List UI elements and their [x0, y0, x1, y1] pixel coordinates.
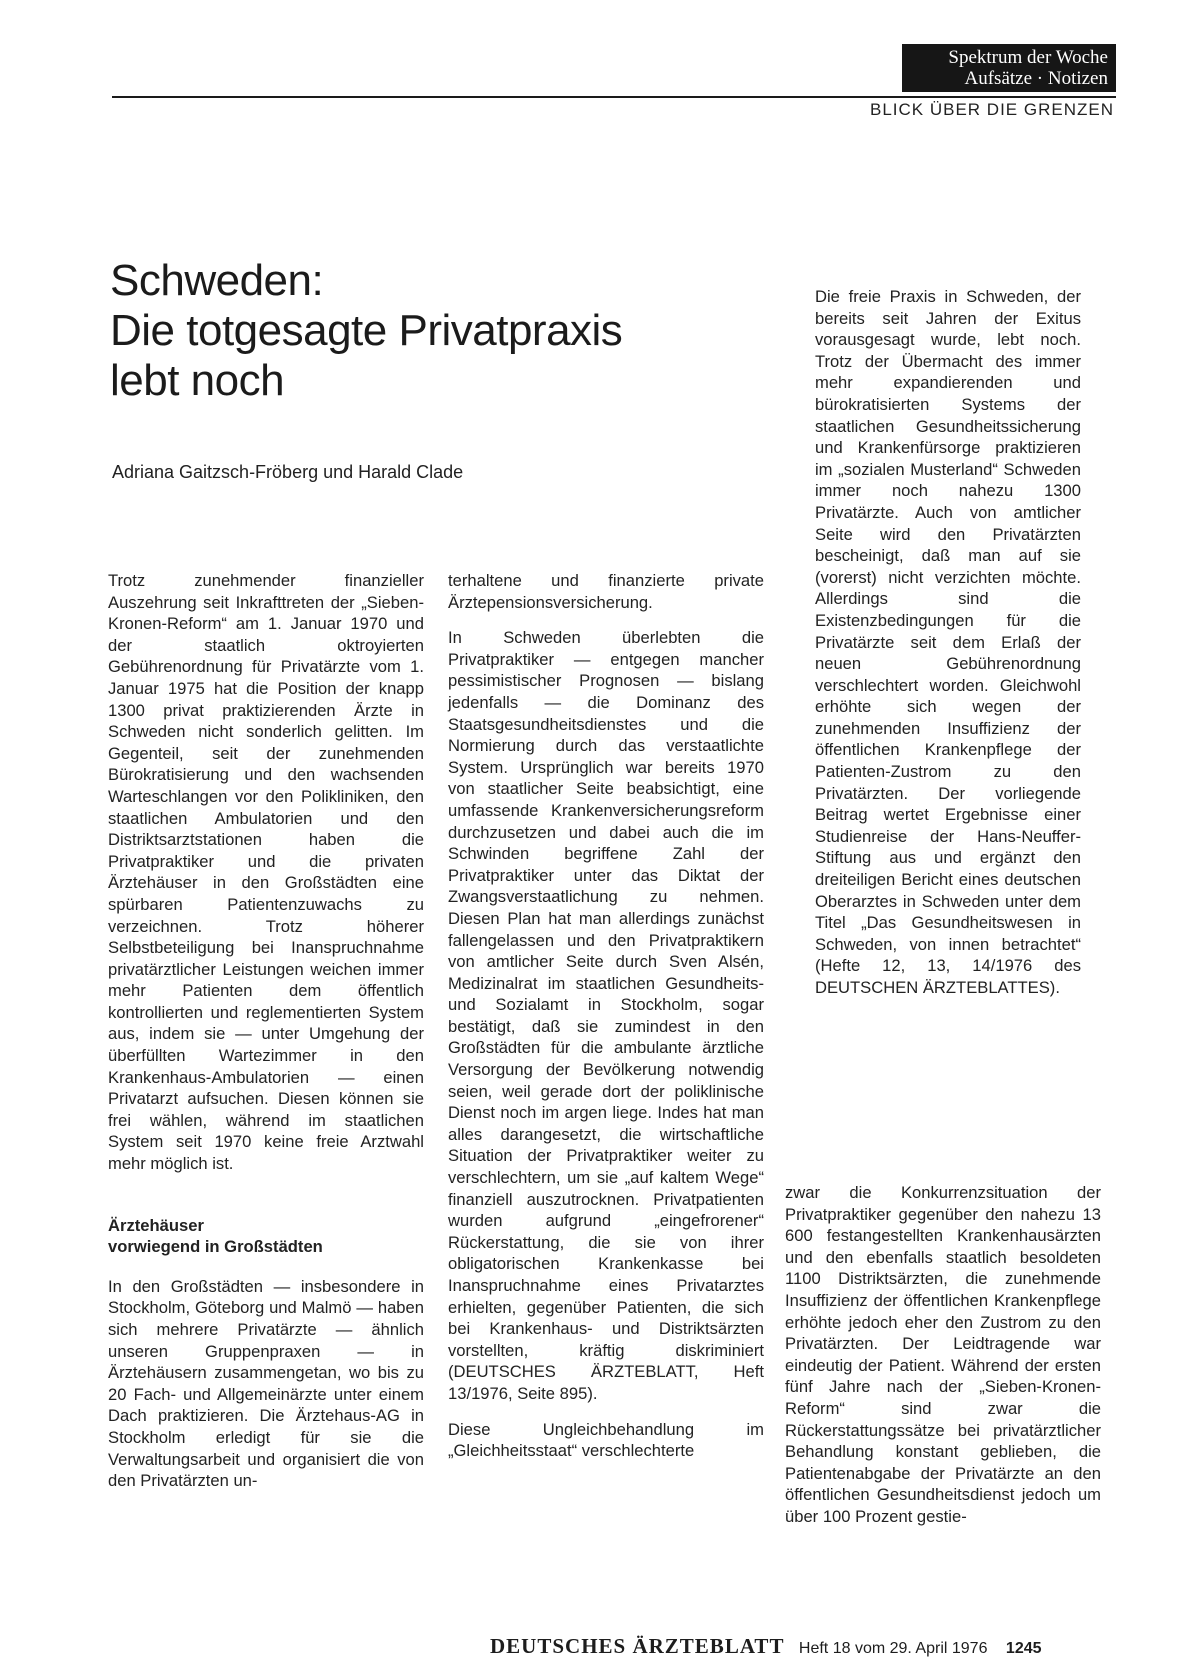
column-3 — [785, 1182, 1101, 1528]
paragraph: Trotz zunehmender finanzieller Auszehrung seit Inkrafttreten der „Sieben-Kronen-Reform“ am 1. Januar 1970 und der staatlich oktroyierten Gebührenordnung für Privatärzte vom 1. Januar 1975 hat die Position der knapp 1300 privat praktizierenden Ärzte in Schweden nicht sonderlich gelitten. Im Gegenteil, seit der zunehmenden Bürokratisierung und den wachsenden Warteschlangen vor den Polikliniken, den staatlichen Ambulatorien und den Distriktsarztstationen haben die Privatpraktiker und die privaten Ärztehäuser in den Großstädten eine spürbaren Patientenzuwachs zu verzeichnen. Trotz höherer Selbstbeteiligung bei Inanspruchnahme privatärztlicher Leistungen weichen immer mehr Patienten dem öffentlich kontrollierten und reglementierten System aus, indem sie — unter Umgehung der überfüllten Wartezimmer in den Krankenhaus-Ambulatorien — einen Privatarzt aufsuchen. Diesen können sie frei wählen, während im staatlichen System seit 1970 keine freie Arztwahl mehr möglich ist. — [108, 571, 424, 1174]
badge-line-2: Aufsätze · Notizen — [964, 68, 1108, 89]
paragraph: terhaltene und finanzierte private Ärztepensionsversicherung. — [448, 571, 764, 612]
title-line-2: Die totgesagte Privatpraxis — [110, 306, 623, 355]
journal-name: DEUTSCHES ÄRZTEBLATT — [490, 1634, 785, 1658]
subheading-line-1: Ärztehäuser — [108, 1215, 204, 1235]
subheading-line-2: vorwiegend in Großstädten — [108, 1237, 323, 1257]
page-number: 1245 — [1005, 1640, 1042, 1657]
section-label: BLICK ÜBER DIE GRENZEN — [870, 100, 1114, 119]
page-footer — [490, 1634, 1112, 1659]
paragraph: zwar die Konkurrenzsituation der Privatpraktiker gegenüber den nahezu 13 600 festangestellten Krankenhausärzten und den ebenfalls staatlich besoldeten 1100 Distriktsärzten, die zunehmende Insuffizienz der öffentlichen Krankenpflege erhöhte jedoch eher den Zustrom zu den Privatärzten. Der Leidtragende war eindeutig der Patient. Während der ersten fünf Jahre nach der „Sieben-Kronen-Reform“ sind zwar die Rückerstattungssätze bei privatärztlicher Behandlung konstant geblieben, die Patientenabgabe der Privatärzte an den öffentlichen Gesundheitsdienst jedoch um über 100 Prozent gestie- — [785, 1183, 1101, 1526]
subheading — [108, 1215, 424, 1258]
lead-paragraph: Die freie Praxis in Schweden, der bereits seit Jahren der Exitus vorausgesagt wurde, lebt noch. Trotz der Übermacht des immer mehr expandierenden und bürokratisierten Systems der staatlichen Gesundheitssicherung und Krankenfürsorge praktizieren im „sozialen Musterland“ Schweden immer noch nahezu 1300 Privatärzte. Auch von amtlicher Seite wird den Privatärzten bescheinigt, daß man auf sie (vorerst) nicht verzichten möchte. Allerdings sind die Existenzbedingungen für die Privatärzte seit dem Erlaß der neuen Gebührenordnung verschlechtert worden. Gleichwohl erhöhte sich wegen der zunehmenden Insuffizienz der öffentlichen Krankenpflege der Patienten-Zustrom zu den Privatärzten. Der vorliegende Beitrag wertet Ergebnisse einer Studienreise der Hans-Neuffer-Stiftung aus und ergänzt den dreiteiligen Bericht eines deutschen Oberarztes in Schweden unter dem Titel „Das Gesundheitswesen in Schweden, von innen betrachtet“ (Hefte 12, 13, 14/1976 des DEUTSCHEN ÄRZTEBLATTES). — [815, 287, 1081, 997]
header-rule — [112, 96, 1116, 98]
title-line-1: Schweden: — [110, 256, 324, 305]
badge-line-1: Spektrum der Woche — [948, 47, 1108, 68]
paragraph: Diese Ungleichbehandlung im „Gleichheitsstaat“ verschlechterte — [448, 1419, 764, 1461]
section-badge — [902, 44, 1116, 92]
title-line-3: lebt noch — [110, 356, 285, 405]
column-1 — [108, 570, 424, 1492]
article-lead — [815, 286, 1081, 999]
paragraph: In Schweden überlebten die Privatpraktiker — entgegen mancher pessimistischer Prognosen — bislang jedenfalls — die Dominanz des Staatsgesundheitsdienstes und die Normierung durch das verstaatlichte System. Ursprünglich war bereits 1970 von staatlicher Seite beabsichtigt, eine umfassende Krankenversicherungsreform durchzusetzen und dabei auch die im Schwinden begriffene Zahl der Privatpraktiker unter das Diktat der Zwangsverstaatlichung zu nehmen. Diesen Plan hat man allerdings zunächst fallengelassen und den Privatpraktikern von amtlicher Seite durch Sven Alsén, Medizinalrat im staatlichen Gesundheits- und Sozialamt in Stockholm, sogar bestätigt, daß sie zumindest in den Großstädten für die ambulante ärztliche Versorgung der Bevölkerung notwendig seien, weil gerade dort der poliklinische Dienst noch im argen liege. Indes hat man alles darangesetzt, die wirtschaftliche Situation der Privatpraktiker weiter zu verschlechtern, um sie „auf kaltem Wege“ finanziell auszutrocknen. Privatpatienten wurden aufgrund „eingefrorener“ Rückerstattung, die sie von ihrer obligatorischen Krankenkasse bei Inanspruchnahme eines Privatarztes erhielten, gegenüber Patienten, die sich bei Krankenhaus- und Distriktsärzten vorstellten, kräftig diskriminiert (DEUTSCHES ÄRZTEBLATT, Heft 13/1976, Seite 895). — [448, 628, 764, 1403]
article-title — [110, 256, 622, 406]
paragraph: In den Großstädten — insbesondere in Stockholm, Göteborg und Malmö — haben sich mehrere Privatärzte — ähnlich unseren Gruppenpraxen — in Ärztehäusern zusammengetan, wo bis zu 20 Fach- und Allgemeinärzte unter einem Dach praktizieren. Die Ärztehaus-AG in Stockholm erledigt für sie die Verwaltungsarbeit und organisiert die von den Privatärzten un- — [108, 1276, 424, 1491]
article-authors: Adriana Gaitzsch-Fröberg und Harald Clade — [112, 462, 464, 482]
issue-info: Heft 18 vom 29. April 1976 — [798, 1640, 988, 1657]
column-2 — [448, 570, 764, 1462]
